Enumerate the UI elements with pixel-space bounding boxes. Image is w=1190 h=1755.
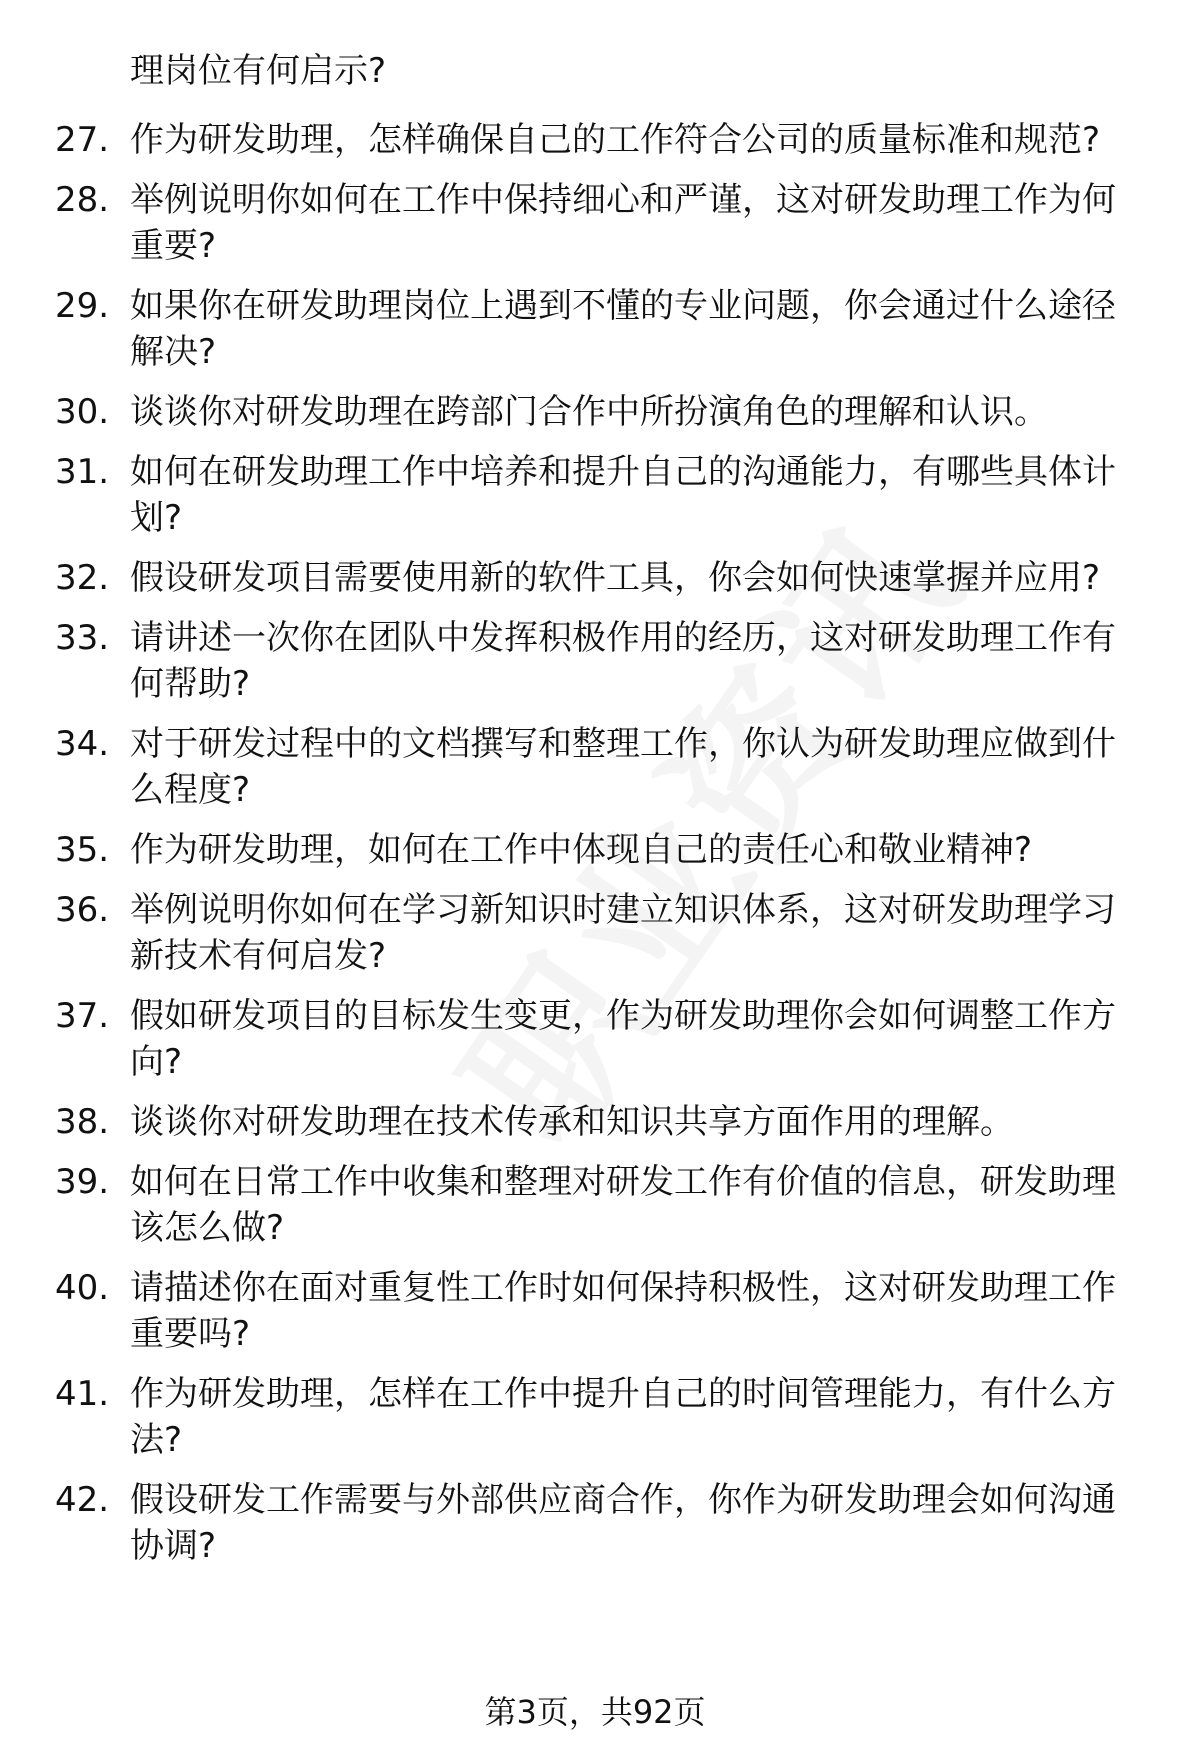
question-text: 对于研发过程中的文档撰写和整理工作，你认为研发助理应做到什么程度?	[130, 724, 1116, 810]
question-number: 32.	[55, 558, 110, 598]
question-number: 29.	[55, 286, 110, 326]
question-number: 27.	[55, 120, 110, 160]
question-item	[55, 1477, 1155, 1569]
question-text: 请讲述一次你在团队中发挥积极作用的经历，这对研发助理工作有何帮助?	[130, 618, 1116, 704]
question-text: 作为研发助理，如何在工作中体现自己的责任心和敬业精神?	[130, 830, 1033, 870]
question-item	[55, 1159, 1155, 1251]
page-footer: 第3页，共92页	[484, 1693, 706, 1731]
question-number: 40.	[55, 1268, 110, 1308]
question-item	[55, 887, 1155, 979]
question-item	[55, 555, 1155, 601]
question-text: 如何在日常工作中收集和整理对研发工作有价值的信息，研发助理该怎么做?	[130, 1162, 1116, 1248]
question-number: 41.	[55, 1374, 110, 1414]
question-number: 35.	[55, 830, 110, 870]
question-number: 36.	[55, 890, 110, 930]
question-number: 33.	[55, 618, 110, 658]
question-text: 假如研发项目的目标发生变更，作为研发助理你会如何调整工作方向?	[130, 996, 1116, 1082]
question-number: 38.	[55, 1102, 110, 1142]
question-text: 作为研发助理，怎样在工作中提升自己的时间管理能力，有什么方法?	[130, 1374, 1116, 1460]
question-text: 谈谈你对研发助理在跨部门合作中所扮演角色的理解和认识。	[130, 392, 1048, 432]
question-item	[55, 721, 1155, 813]
question-text: 请描述你在面对重复性工作时如何保持积极性，这对研发助理工作重要吗?	[130, 1268, 1116, 1354]
question-number: 39.	[55, 1162, 110, 1202]
question-item	[55, 993, 1155, 1085]
question-number: 31.	[55, 452, 110, 492]
question-number: 34.	[55, 724, 110, 764]
question-item	[55, 615, 1155, 707]
continued-question-text: 理岗位有何启示?	[130, 51, 387, 91]
question-text: 假设研发工作需要与外部供应商合作，你作为研发助理会如何沟通协调?	[130, 1480, 1116, 1566]
question-number: 30.	[55, 392, 110, 432]
question-item	[55, 449, 1155, 541]
question-item	[55, 389, 1155, 435]
question-item	[55, 1265, 1155, 1357]
question-number: 42.	[55, 1480, 110, 1520]
question-number: 37.	[55, 996, 110, 1036]
question-text: 谈谈你对研发助理在技术传承和知识共享方面作用的理解。	[130, 1102, 1014, 1142]
question-text: 作为研发助理，怎样确保自己的工作符合公司的质量标准和规范?	[130, 120, 1101, 160]
question-item	[55, 827, 1155, 873]
question-text: 举例说明你如何在工作中保持细心和严谨，这对研发助理工作为何重要?	[130, 180, 1116, 266]
question-item	[55, 1099, 1155, 1145]
question-text: 如果你在研发助理岗位上遇到不懂的专业问题，你会通过什么途径解决?	[130, 286, 1116, 372]
question-text: 假设研发项目需要使用新的软件工具，你会如何快速掌握并应用?	[130, 558, 1101, 598]
question-item	[55, 117, 1155, 163]
question-item	[55, 1371, 1155, 1463]
question-item	[55, 177, 1155, 269]
question-list	[55, 117, 1155, 1583]
question-text: 举例说明你如何在学习新知识时建立知识体系，这对研发助理学习新技术有何启发?	[130, 890, 1116, 976]
question-item	[55, 283, 1155, 375]
question-text: 如何在研发助理工作中培养和提升自己的沟通能力，有哪些具体计划?	[130, 452, 1116, 538]
question-number: 28.	[55, 180, 110, 220]
